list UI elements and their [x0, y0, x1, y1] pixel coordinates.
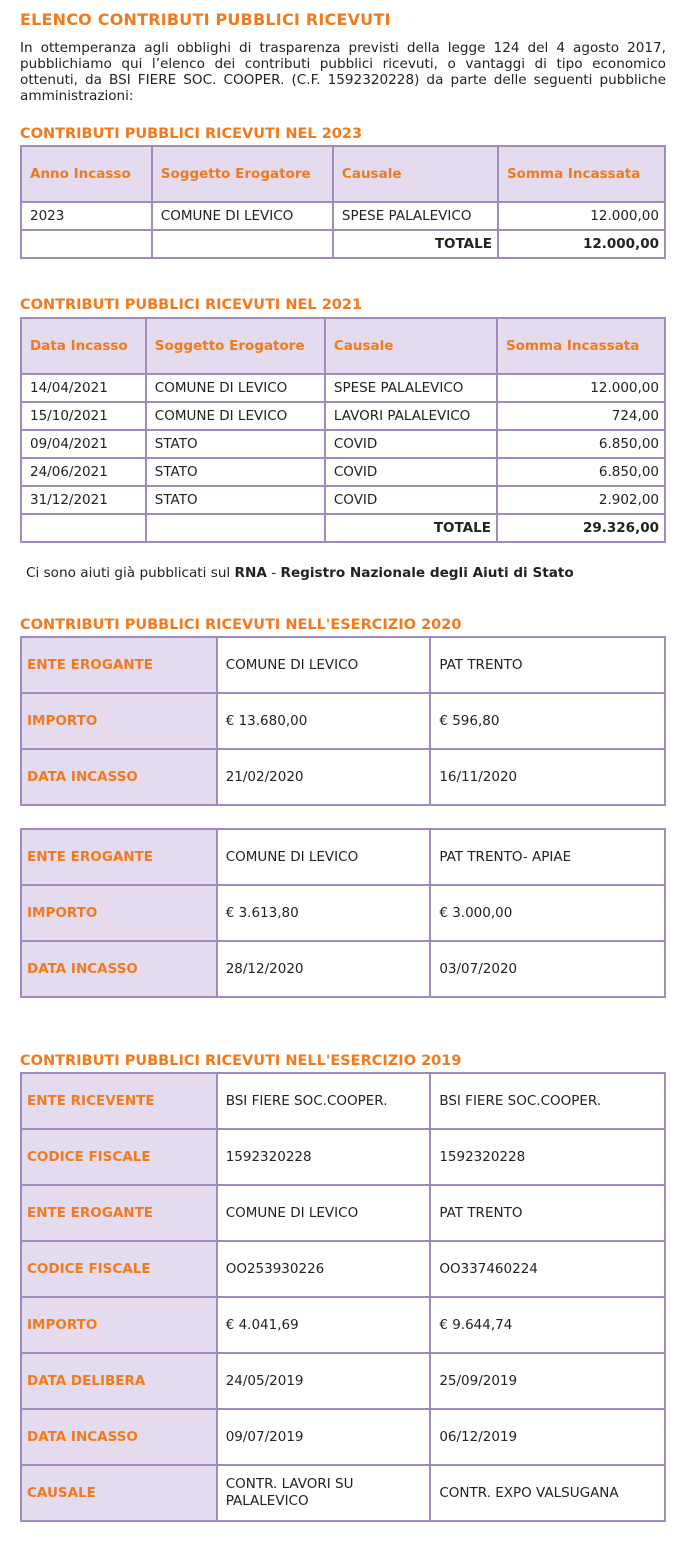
table-header-row [22, 319, 664, 373]
cell: € 13.680,00 [218, 694, 430, 748]
cell: CONTR. LAVORI SU PALALEVICO [218, 1466, 430, 1520]
cell: 6.850,00 [498, 431, 664, 457]
cell: € 9.644,74 [431, 1298, 664, 1352]
page-title: ELENCO CONTRIBUTI PUBBLICI RICEVUTI [20, 10, 391, 29]
cell: 12.000,00 [498, 375, 664, 401]
table-2020-a [20, 636, 666, 806]
total-value: 29.326,00 [498, 515, 664, 541]
cell: BSI FIERE SOC.COOPER. [218, 1074, 430, 1128]
cell: 15/10/2021 [22, 403, 145, 429]
total-label: TOTALE [326, 515, 496, 541]
row-label: ENTE EROGANTE [22, 1186, 216, 1240]
cell: COVID [326, 487, 496, 513]
table-row [22, 459, 664, 485]
table-row [22, 1410, 664, 1464]
cell: OO253930226 [218, 1242, 430, 1296]
column-header: Somma Incassata [498, 319, 664, 373]
column-header: Somma Incassata [499, 147, 664, 201]
column-header: Causale [326, 319, 496, 373]
table-row [22, 1466, 664, 1520]
row-label: CODICE FISCALE [22, 1242, 216, 1296]
table-2020-b [20, 828, 666, 998]
table-row [22, 403, 664, 429]
row-label: IMPORTO [22, 886, 216, 940]
column-header: Data Incasso [22, 319, 145, 373]
cell: 21/02/2020 [218, 750, 430, 804]
table-row [22, 1186, 664, 1240]
cell: 31/12/2021 [22, 487, 145, 513]
row-label: IMPORTO [22, 694, 216, 748]
column-header: Soggetto Erogatore [147, 319, 324, 373]
column-header: Causale [334, 147, 497, 201]
rna-prefix: Ci sono aiuti già pubblicati sul [26, 565, 235, 581]
cell: € 3.000,00 [431, 886, 664, 940]
row-label: CAUSALE [22, 1466, 216, 1520]
section-title-2021: CONTRIBUTI PUBBLICI RICEVUTI NEL 2021 [20, 297, 363, 313]
table-row [22, 942, 664, 996]
table-row [22, 886, 664, 940]
table-2021 [20, 317, 666, 543]
table-row [22, 431, 664, 457]
total-label: TOTALE [334, 231, 497, 257]
row-label: DATA DELIBERA [22, 1354, 216, 1408]
cell: LAVORI PALALEVICO [326, 403, 496, 429]
row-label: ENTE RICEVENTE [22, 1074, 216, 1128]
table-row [22, 1074, 664, 1128]
section-title-2019: CONTRIBUTI PUBBLICI RICEVUTI NELL'ESERCIZIO 2019 [20, 1053, 462, 1069]
cell: 09/04/2021 [22, 431, 145, 457]
total-value: 12.000,00 [499, 231, 664, 257]
total-row [22, 515, 664, 541]
intro-paragraph: In ottemperanza agli obblighi di trasparenza previsti della legge 124 del 4 agosto 2017, pubblichiamo qui l’elenco dei contributi pubblici ricevuti, o vantaggi di tipo economico ottenuti, da BSI FIERE SOC. COOPER. (C.F. 1592320228) da parte delle seguenti pubbliche amministrazioni: [20, 40, 666, 104]
rna-note [26, 565, 574, 581]
cell: € 596,80 [431, 694, 664, 748]
cell: 6.850,00 [498, 459, 664, 485]
cell: PAT TRENTO [431, 1186, 664, 1240]
cell: COMUNE DI LEVICO [218, 638, 430, 692]
cell: COMUNE DI LEVICO [153, 203, 332, 229]
cell: COMUNE DI LEVICO [147, 403, 324, 429]
row-label: ENTE EROGANTE [22, 638, 216, 692]
cell: COMUNE DI LEVICO [218, 1186, 430, 1240]
cell: OO337460224 [431, 1242, 664, 1296]
column-header: Anno Incasso [22, 147, 151, 201]
cell: 24/05/2019 [218, 1354, 430, 1408]
cell [147, 515, 324, 541]
table-2019 [20, 1072, 666, 1522]
section-title-2020: CONTRIBUTI PUBBLICI RICEVUTI NELL'ESERCIZIO 2020 [20, 617, 462, 633]
cell: SPESE PALALEVICO [334, 203, 497, 229]
cell: 14/04/2021 [22, 375, 145, 401]
cell: 12.000,00 [499, 203, 664, 229]
section-title-2023: CONTRIBUTI PUBBLICI RICEVUTI NEL 2023 [20, 126, 363, 142]
cell: COMUNE DI LEVICO [147, 375, 324, 401]
rna-registry-link[interactable]: Registro Nazionale degli Aiuti di Stato [280, 565, 574, 581]
cell [22, 515, 145, 541]
table-row [22, 694, 664, 748]
table-row [22, 638, 664, 692]
table-2023 [20, 145, 666, 259]
cell: 16/11/2020 [431, 750, 664, 804]
cell: 2.902,00 [498, 487, 664, 513]
cell: SPESE PALALEVICO [326, 375, 496, 401]
table-row [22, 1354, 664, 1408]
column-header: Soggetto Erogatore [153, 147, 332, 201]
cell: COVID [326, 431, 496, 457]
cell: 24/06/2021 [22, 459, 145, 485]
cell [153, 231, 332, 257]
cell: BSI FIERE SOC.COOPER. [431, 1074, 664, 1128]
cell: € 3.613,80 [218, 886, 430, 940]
cell: € 4.041,69 [218, 1298, 430, 1352]
table-row [22, 1130, 664, 1184]
table-header-row [22, 147, 664, 201]
cell: 25/09/2019 [431, 1354, 664, 1408]
cell: PAT TRENTO- APIAE [431, 830, 664, 884]
cell: 28/12/2020 [218, 942, 430, 996]
row-label: CODICE FISCALE [22, 1130, 216, 1184]
table-row [22, 750, 664, 804]
cell: STATO [147, 459, 324, 485]
cell: STATO [147, 431, 324, 457]
cell: 06/12/2019 [431, 1410, 664, 1464]
table-row [22, 203, 664, 229]
row-label: DATA INCASSO [22, 942, 216, 996]
row-label: ENTE EROGANTE [22, 830, 216, 884]
table-row [22, 830, 664, 884]
cell: 1592320228 [431, 1130, 664, 1184]
table-row [22, 1242, 664, 1296]
cell: 03/07/2020 [431, 942, 664, 996]
cell: CONTR. EXPO VALSUGANA [431, 1466, 664, 1520]
row-label: DATA INCASSO [22, 1410, 216, 1464]
table-row [22, 487, 664, 513]
table-row [22, 1298, 664, 1352]
cell: 1592320228 [218, 1130, 430, 1184]
cell: COVID [326, 459, 496, 485]
rna-label: RNA [234, 565, 267, 581]
cell: COMUNE DI LEVICO [218, 830, 430, 884]
table-row [22, 375, 664, 401]
cell: 724,00 [498, 403, 664, 429]
row-label: DATA INCASSO [22, 750, 216, 804]
cell: PAT TRENTO [431, 638, 664, 692]
cell: 2023 [22, 203, 151, 229]
cell: STATO [147, 487, 324, 513]
cell: 09/07/2019 [218, 1410, 430, 1464]
rna-dash: - [266, 565, 281, 581]
row-label: IMPORTO [22, 1298, 216, 1352]
cell [22, 231, 151, 257]
total-row [22, 231, 664, 257]
